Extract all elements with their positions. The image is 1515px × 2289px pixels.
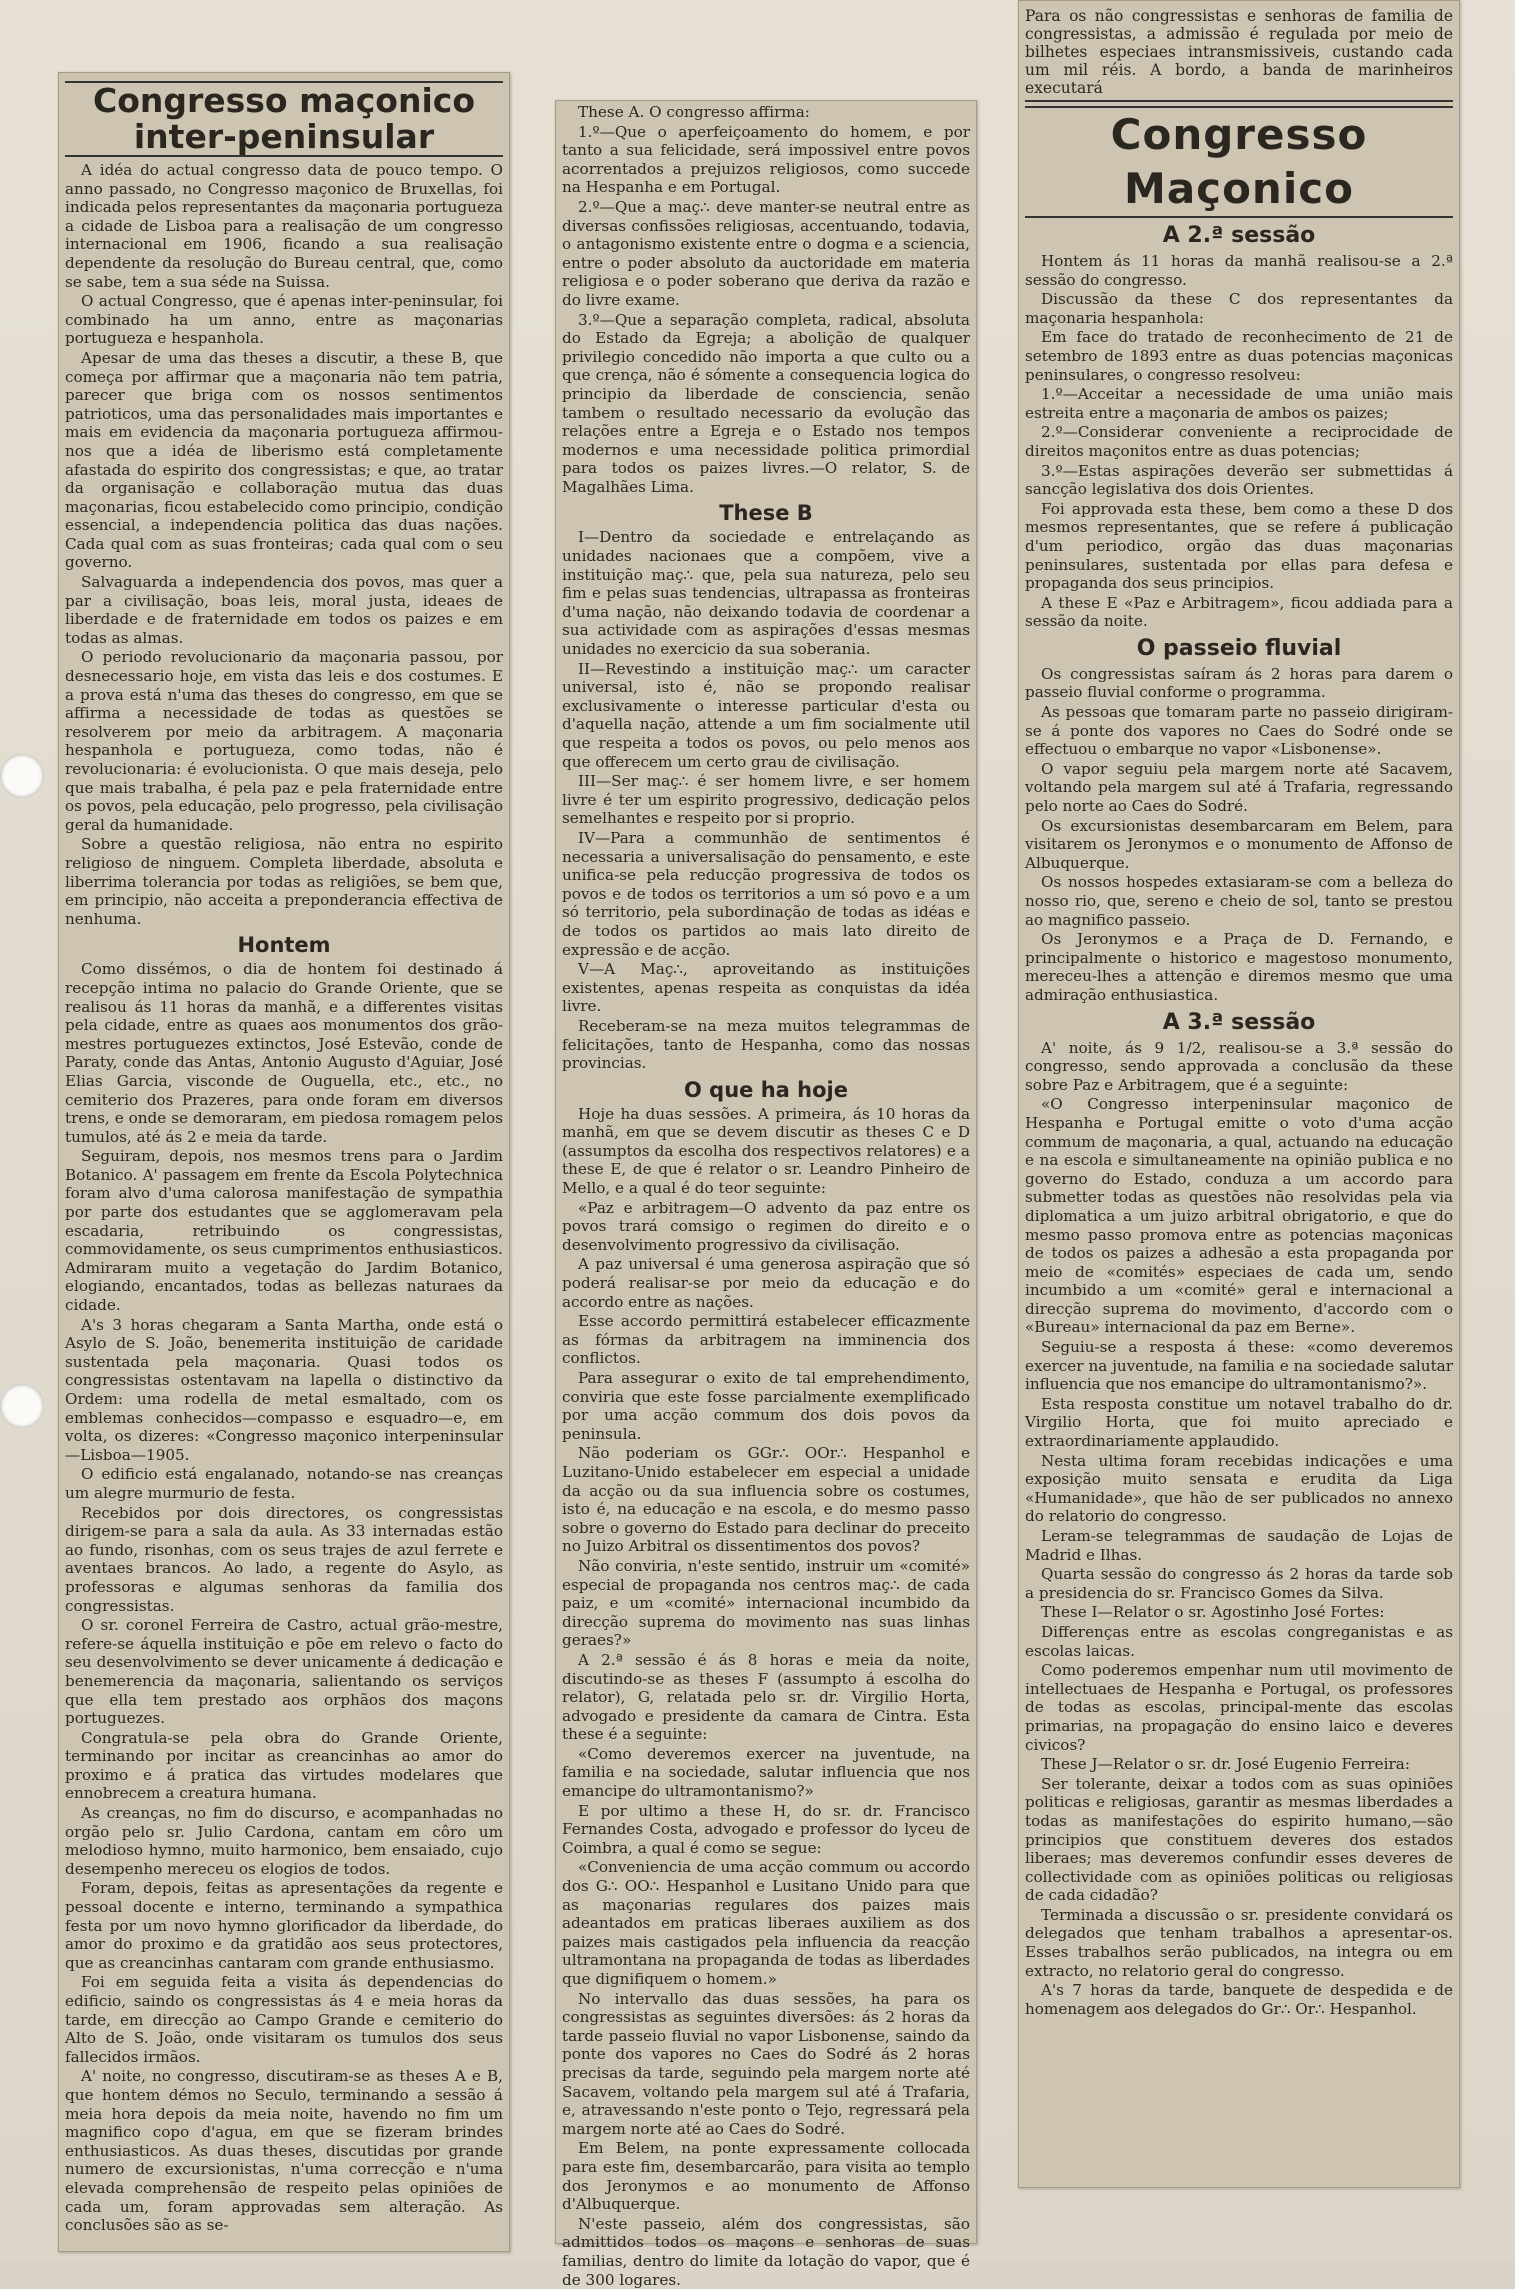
subheading: O que ha hoje	[684, 1077, 848, 1102]
paragraph: O actual Congresso, que é apenas inter-peninsular, foi combinado ha um anno, entre as maçonarias portugueza e hespanhola.	[65, 292, 503, 348]
clipping-right	[1018, 0, 1460, 2188]
paragraph: A 2.ª sessão é ás 8 horas e meia da noite, discutindo-se as theses F (assumpto á escolha do relator), G, relatada pelo sr. dr. Virgilio Horta, advogado e presidente da camara de Cintra. Esta these é a seguinte:	[562, 1650, 970, 1744]
article-body	[1025, 665, 1453, 1005]
paragraph: Os nossos hospedes extasiaram-se com a belleza do nosso rio, que, sereno e cheio de sol, tanto se prestou ao magnifico passeio.	[1025, 873, 1453, 929]
subheading: A 2.ª sessão	[1162, 223, 1316, 248]
paragraph: Sobre a questão religiosa, não entra no espirito religioso de ninguem. Completa liberdade, absoluta e liberrima tolerancia por todas as religiões, se bem que, em principio, não acceita a preponderancia effectiva de nenhuma.	[65, 835, 503, 928]
paragraph: I—Dentro da sociedade e entrelaçando as unidades nacionaes que a compõem, vive a instituição maç∴ que, pela sua natureza, pelo seu fim e pelas suas tendencias, ultrapassa as fronteiras d'uma nação, não deixando todavia de coordenar a sua actividade com as aspirações d'essas mesmas unidades no exercicio da sua soberania.	[562, 528, 970, 659]
paragraph: Recebidos por dois directores, os congressistas dirigem-se para a sala da aula. As 33 internadas estão ao fundo, risonhas, com os seus trajes de azul ferrete e aventaes brancos. Ao lado, a regente do Asylo, as professoras e algumas senhoras da familia dos congressistas.	[65, 1503, 503, 1615]
paragraph: Em Belem, na ponte expressamente collocada para este fim, desembarcarão, para visita ao templo dos Jeronymos e ao monumento de Affonso d'Albuquerque.	[562, 2139, 970, 2214]
paragraph: 3.º—Que a separação completa, radical, absoluta do Estado da Egreja; a abolição de qualquer privilegio concedido não importa a que culto ou a que crença, não é sómente a consequencia logica do principio da liberdade de consciencia, senão tambem o resultado necessario da evolução das relações entre a Egreja e o Estado nos tempos modernos e uma necessidade politica primordial para todos os paizes livres.—O relator, S. de Magalhães Lima.	[562, 310, 970, 496]
paragraph: Para assegurar o exito de tal emprehendimento, conviria que este fosse parcialmente exemplificado por uma acção commum dos dois povos da peninsula.	[562, 1369, 970, 1443]
article-title: Congresso Maçonico	[1025, 106, 1453, 218]
paragraph: A these E «Paz e Arbitragem», ficou addiada para a sessão da noite.	[1025, 593, 1453, 631]
paragraph: Hoje ha duas sessões. A primeira, ás 10 horas da manhã, em que se devem discutir as theses C e D (assumptos da escolha dos respectivos relatores) e a these E, de que é relator o sr. Leandro Pinheiro de Mello, e a qual é do teor seguinte:	[562, 1104, 970, 1198]
paragraph: Foi em seguida feita a visita ás dependencias do edificio, saindo os congressistas ás 4 e meia horas da tarde, em direcção ao Campo Grande e cemiterio do Alto de S. João, onde visitaram os tumulos dos seus fallecidos irmãos.	[65, 1973, 503, 2066]
paragraph: A's 7 horas da tarde, banquete de despedida e de homenagem aos delegados do Gr∴ Or∴ Hespanhol.	[1025, 1981, 1453, 2018]
article-body	[65, 161, 503, 928]
paragraph: Receberam-se na meza muitos telegrammas de felicitações, tanto de Hespanha, como das nossas provincias.	[562, 1016, 970, 1073]
paragraph: Como poderemos empenhar num util movimento de intellectuaes de Hespanha e Portugal, os professores de todas as escolas, principal-mente das escolas primarias, na propagação do ensino laico e deveres civicos?	[1025, 1661, 1453, 1754]
paragraph: Esse accordo permittirá estabelecer efficazmente as fórmas da arbitragem na imminencia dos conflictos.	[562, 1312, 970, 1368]
paragraph: O periodo revolucionario da maçonaria passou, por desnecessario hoje, em vista das leis e dos costumes. E a prova está n'uma das theses do congresso, em que se affirma a necessidade de todas as questões se resolverem por meio da arbitragem. A maçonaria hespanhola e portugueza, como todas, não é revolucionaria: é evolucionista. O que mais deseja, pelo que mais trabalha, é pela paz e pela fraternidade entre os povos, pela educação, pelo progresso, pela civilisação geral da humanidade.	[65, 648, 503, 834]
paragraph: Foi approvada esta these, bem como a these D dos mesmos representantes, que se refere á publicação d'um periodico, orgão das duas maçonarias peninsulares, sustentada por ellas para defesa e propaganda dos seus principios.	[1025, 499, 1453, 593]
article-body	[562, 1105, 970, 2289]
paragraph: Discussão da these C dos representantes da maçonaria hespanhola:	[1025, 290, 1453, 327]
paragraph: Nesta ultima foram recebidas indicações e uma exposição muito sensata e erudita da Liga «Humanidade», que hão de ser publicados no annexo do relatorio do congresso.	[1025, 1451, 1453, 1526]
paragraph: Seguiu-se a resposta á these: «como deveremos exercer na juventude, na familia e na sociedade salutar influencia que nos emancipe do ultramontanismo?».	[1025, 1338, 1453, 1394]
paragraph: Não conviria, n'este sentido, instruir um «comité» especial de propaganda nos centros maç∴ de cada paiz, e um «comité» internacional incumbido da direcção suprema do movimento nas suas linhas geraes?»	[562, 1556, 970, 1650]
clipping-middle	[555, 100, 977, 2289]
paragraph: 3.º—Estas aspirações deverão ser submettidas á sancção legislativa dos dois Orientes.	[1025, 461, 1453, 499]
subheading: These B	[719, 501, 813, 526]
paragraph: As creanças, no fim do discurso, e acompanhadas no orgão pelo sr. Julio Cardona, cantam em côro um melodioso hymno, muito harmonico, bem ensaiado, cujo desempenho mereceu os elogios de todos.	[65, 1804, 503, 1878]
paragraph: Esta resposta constitue um notavel trabalho do dr. Virgilio Horta, que foi muito apreciado e extraordinariamente applaudido.	[1025, 1394, 1453, 1451]
paragraph: A paz universal é uma generosa aspiração que só poderá realisar-se por meio da educação e do accordo entre as nações.	[562, 1255, 970, 1311]
paragraph: 2.º—Que a maç∴ deve manter-se neutral entre as diversas confissões religiosas, accentuando, todavia, o antagonismo existente entre o dogma e a sciencia, entre o poder absoluto da auctoridade em materia religiosa e o poder soberano que deriva da razão e do livre exame.	[562, 197, 970, 309]
paragraph: Ser tolerante, deixar a todos com as suas opiniões politicas e religiosas, garantir as mesmas liberdades a todas as manifestações do espirito humano,—são principios que constituem deveres dos estados liberaes; mas deveremos confundir esses deveres de collectividade com as opiniões politicas ou religiosas de cada cidadão?	[1025, 1774, 1453, 1905]
paragraph: Não poderiam os GGr∴ OOr∴ Hespanhol e Luzitano-Unido estabelecer em especial a unidade da acção ou da sua influencia sobre os costumes, isto é, na educação e na escola, e do mesmo passo sobre o governo do Estado para declinar do preceito no Juizo Arbitral os dissentimentos dos povos?	[562, 1444, 970, 1556]
subheading: O passeio fluvial	[1136, 635, 1342, 661]
paragraph: Seguiram, depois, nos mesmos trens para o Jardim Botanico. A' passagem em frente da Escola Polytechnica foram alvo d'uma calorosa manifestação de sympathia por parte dos estudantes que se agglomeravam pela escadaria, retribuindo os congressistas, commovidamente, os seus cumprimentos enthusiasticos. Admiraram muito a vegetação do Jardim Botanico, elogiando, encantados, todas as bellezas naturaes da cidade.	[65, 1147, 503, 1315]
paragraph: V—A Maç∴, aproveitando as instituições existentes, apenas respeita as conquistas da idéa livre.	[562, 960, 970, 1016]
article-body	[562, 103, 970, 496]
punch-hole	[0, 754, 44, 798]
paragraph: «Como deveremos exercer na juventude, na familia e na sociedade, salutar influencia que nos emancipe do ultramontanismo?»	[562, 1744, 970, 1801]
article-body	[1025, 1039, 1453, 2019]
article-body	[65, 960, 503, 2234]
subheading: A 3.ª sessão	[1162, 1009, 1316, 1035]
paragraph: A's 3 horas chegaram a Santa Martha, onde está o Asylo de S. João, benemerita instituição de caridade sustentada pela maçonaria. Quasi todos os congressistas ostentavam na lapella o distinctivo da Ordem: uma rodella de metal esmaltado, com os emblemas conhecidos—compasso e esquadro—e, em volta, os dizeres: «Congresso maçonico interpeninsular—Lisboa—1905.	[65, 1315, 503, 1464]
paragraph: Hontem ás 11 horas da manhã realisou-se a 2.ª sessão do congresso.	[1025, 252, 1453, 289]
paragraph: A idéa do actual congresso data de pouco tempo. O anno passado, no Congresso maçonico de Bruxellas, foi indicada pelos representantes da maçonaria portugueza a cidade de Lisboa para a realisação de um congresso internacional em 1906, ficando a sua realisação dependente da resolução do Bureau central, que, como se sabe, tem a sua séde na Suissa.	[65, 161, 503, 291]
paragraph: «Paz e arbitragem—O advento da paz entre os povos trará comsigo o regimen do direito e o desenvolvimento progressivo da civilisação.	[562, 1198, 970, 1254]
paragraph: O sr. coronel Ferreira de Castro, actual grão-mestre, refere-se áquella instituição e põe em relevo o facto do seu desenvolvimento se dever unicamente á dedicação e benemerencia da maçonaria, salientando os serviços que ella tem prestado aos orphãos dos maçons portuguezes.	[65, 1616, 503, 1728]
paragraph: Em face do tratado de reconhecimento de 21 de setembro de 1893 entre as duas potencias maçonicas peninsulares, o congresso resolveu:	[1025, 328, 1453, 384]
paragraph: Como dissémos, o dia de hontem foi destinado á recepção intima no palacio do Grande Oriente, que se realisou ás 11 horas da manhã, e a differentes visitas pela cidade, entre as quaes aos monumentos dos grão-mestres portuguezes extinctos, José Estevão, conde de Paraty, conde das Antas, Antonio Augusto d'Aguiar, José Elias Garcia, visconde de Ouguella, etc., etc., no cemiterio dos Prazeres, para onde foram em diversos trens, e onde se demoraram, em piedosa romagem pelos tumulos, até ás 2 e meia da tarde.	[65, 960, 503, 1146]
paragraph: A' noite, no congresso, discutiram-se as theses A e B, que hontem démos no Seculo, terminando a sessão á meia hora depois da meia noite, havendo no fim um magnifico copo d'agua, em que se fizeram brindes enthusiasticos. As duas theses, discutidas por grande numero de excursionistas, n'uma correcção e n'uma elevada comprehensão de respeito pelas opiniões de cada um, foram approvadas sem alteração. As conclusões são as se-	[65, 2067, 503, 2235]
paragraph: These J—Relator o sr. dr. José Eugenio Ferreira:	[1041, 1755, 1410, 1774]
paragraph: «O Congresso interpeninsular maçonico de Hespanha e Portugal emitte o voto d'uma acção commum de maçonaria, a qual, actuando na educação e na escola e simultaneamente na opinião publica e no governo do Estado, conduza a um accordo para submetter todas as questões não resolvidas pela via diplomatica a um juizo arbitral obrigatorio, e que do mesmo passo promova entre as potencias maçonicas de todos os paizes a adhesão a esta propaganda por meio de «comités» especiaes de cada um, sendo incumbido a um «comité» geral e internacional a direcção suprema do movimento, d'accordo com o «Bureau» internacional da paz em Berne».	[1025, 1095, 1453, 1337]
paragraph: N'este passeio, além dos congressistas, são admittidos todos os maçons e senhoras de suas familias, dentro do limite da lotação do vapor, que é de 300 logares.	[562, 2214, 970, 2289]
paragraph: IV—Para a communhão de sentimentos é necessaria a universalisação do pensamento, e este unifica-se pela reducção progressiva de todos os povos e de todos os territorios a um só povo e a um só territorio, pela subordinação de todas as idéas e de todos os partidos ao mais lato direito de expressão e de acção.	[562, 828, 970, 959]
article-body	[562, 528, 970, 1072]
paragraph: Salvaguarda a independencia dos povos, mas quer a par a civilisação, boas leis, moral justa, ideaes de liberdade e de fraternidade em todos os paizes e em todas as almas.	[65, 573, 503, 647]
paragraph: These A. O congresso affirma:	[578, 103, 810, 121]
paragraph: 1.º—Acceitar a necessidade de uma união mais estreita entre a maçonaria de ambos os paizes;	[1025, 385, 1453, 422]
paragraph: Foram, depois, feitas as apresentações da regente e pessoal docente e interno, terminando a sympathica festa por um novo hymno glorificador da liberdade, do amor do proximo e da gratidão aos seus protectores, que as creancinhas cantaram com grande enthusiasmo.	[65, 1879, 503, 1972]
paragraph: Apesar de uma das theses a discutir, a these B, que começa por affirmar que a maçonaria não tem patria, parecer que briga com os nossos sentimentos patrioticos, uma das personalidades mais importantes e mais em evidencia da maçonaria portugueza affirmou-nos que a idéa de liberismo está completamente afastada do espirito dos congressistas; e que, ao tratar da organisação e collaboração mutua das duas maçonarias, ficou estabelecido como principio, condição essencial, a independencia politica das duas nações. Cada qual com as suas fronteiras; cada qual com o seu governo.	[65, 348, 503, 572]
paragraph: Quarta sessão do congresso ás 2 horas da tarde sob a presidencia do sr. Francisco Gomes da Silva.	[1025, 1565, 1453, 1602]
paragraph: Os Jeronymos e a Praça de D. Fernando, e principalmente o historico e magestoso monumento, mereceu-lhes a attenção e diremos mesmo que uma admiração enthusiastica.	[1025, 930, 1453, 1004]
paragraph: 2.º—Considerar conveniente a reciprocidade de direitos maçonitos entre as duas potencias;	[1025, 423, 1453, 460]
paragraph: As pessoas que tomaram parte no passeio dirigiram-se á ponte dos vapores no Caes do Sodré onde se effectuou o embarque no vapor «Lisbonense».	[1025, 703, 1453, 759]
clipping-left	[58, 72, 510, 2252]
article-body	[1025, 252, 1453, 631]
paragraph: O vapor seguiu pela margem norte até Sacavem, voltando pela margem sul até á Trafaria, regressando pelo norte ao Caes do Sodré.	[1025, 759, 1453, 816]
paragraph: Congratula-se pela obra do Grande Oriente, terminando por incitar as creancinhas ao amor do proximo e á pratica das virtudes modelares que ennobrecem a creatura humana.	[65, 1728, 503, 1803]
subheading: Hontem	[237, 933, 331, 958]
top-note: Para os não congressistas e senhoras de familia de congressistas, a admissão é regulada por meio de bilhetes especiaes intransmissiveis, custando cada um mil réis. A bordo, a banda de marinheiros executará	[1025, 7, 1453, 102]
paragraph: «Conveniencia de uma acção commum ou accordo dos G∴ OO∴ Hespanhol e Lusitano Unido para que as maçonarias regulares dos paizes mais adeantados em praticas liberaes auxiliem as dos paizes mais castigados pela influencia da reacção ultramontana na propaganda de todas as liberdades que dignifiquem o homem.»	[562, 1858, 970, 1988]
paragraph: Leram-se telegrammas de saudação de Lojas de Madrid e Ilhas.	[1025, 1527, 1453, 1564]
paragraph: A' noite, ás 9 1/2, realisou-se a 3.ª sessão do congresso, sendo approvada a conclusão da these sobre Paz e Arbitragem, que é a seguinte:	[1025, 1038, 1453, 1094]
punch-hole	[0, 1384, 44, 1428]
paragraph: III—Ser maç∴ é ser homem livre, e ser homem livre é ter um espirito progressivo, dedicação pelos semelhantes e respeito por si proprio.	[562, 772, 970, 828]
paragraph: Os congressistas saíram ás 2 horas para darem o passeio fluvial conforme o programma.	[1025, 664, 1453, 702]
paragraph: E por ultimo a these H, do sr. dr. Francisco Fernandes Costa, advogado e professor do lyceu de Coimbra, a qual é como se segue:	[562, 1801, 970, 1857]
paragraph: II—Revestindo a instituição maç∴ um caracter universal, isto é, não se propondo realisar exclusivamente o interesse particular d'esta ou d'aquella nação, attende a um fim socialmente util que respeita a todos os povos, ou pelo menos aos que offerecem um certo grau de civilisação.	[562, 659, 970, 771]
paragraph: Os excursionistas desembarcaram em Belem, para visitarem os Jeronymos e o monumento de Affonso de Albuquerque.	[1025, 816, 1453, 872]
paragraph: 1.º—Que o aperfeiçoamento do homem, e por tanto a sua felicidade, será impossivel entre povos acorrentados a prejuizos religiosos, como succede na Hespanha e em Portugal.	[562, 122, 970, 197]
paragraph: No intervallo das duas sessões, ha para os congressistas as seguintes diversões: ás 2 horas da tarde passeio fluvial no vapor Lisbonense, saindo da ponte dos vapores no Caes do Sodré ás 2 horas precisas da tarde, seguindo pela margem norte até Sacavem, voltando pela margem sul até á Trafaria, e, atravessando n'este ponto o Tejo, regressará pela margem norte até ao Caes do Sodré.	[562, 1989, 970, 2138]
paragraph: Terminada a discussão o sr. presidente convidará os delegados que tenham trabalhos a apresentar-os. Esses trabalhos serão publicados, na integra ou em extracto, no relatorio geral do congresso.	[1025, 1905, 1453, 1980]
article-title: Congresso maçonico inter-peninsular	[65, 81, 503, 157]
paragraph: Differenças entre as escolas congreganistas e as escolas laicas.	[1025, 1622, 1453, 1660]
paragraph: These I—Relator o sr. Agostinho José Fortes:	[1041, 1603, 1385, 1622]
paragraph: O edificio está engalanado, notando-se nas creanças um alegre murmurio de festa.	[65, 1465, 503, 1502]
